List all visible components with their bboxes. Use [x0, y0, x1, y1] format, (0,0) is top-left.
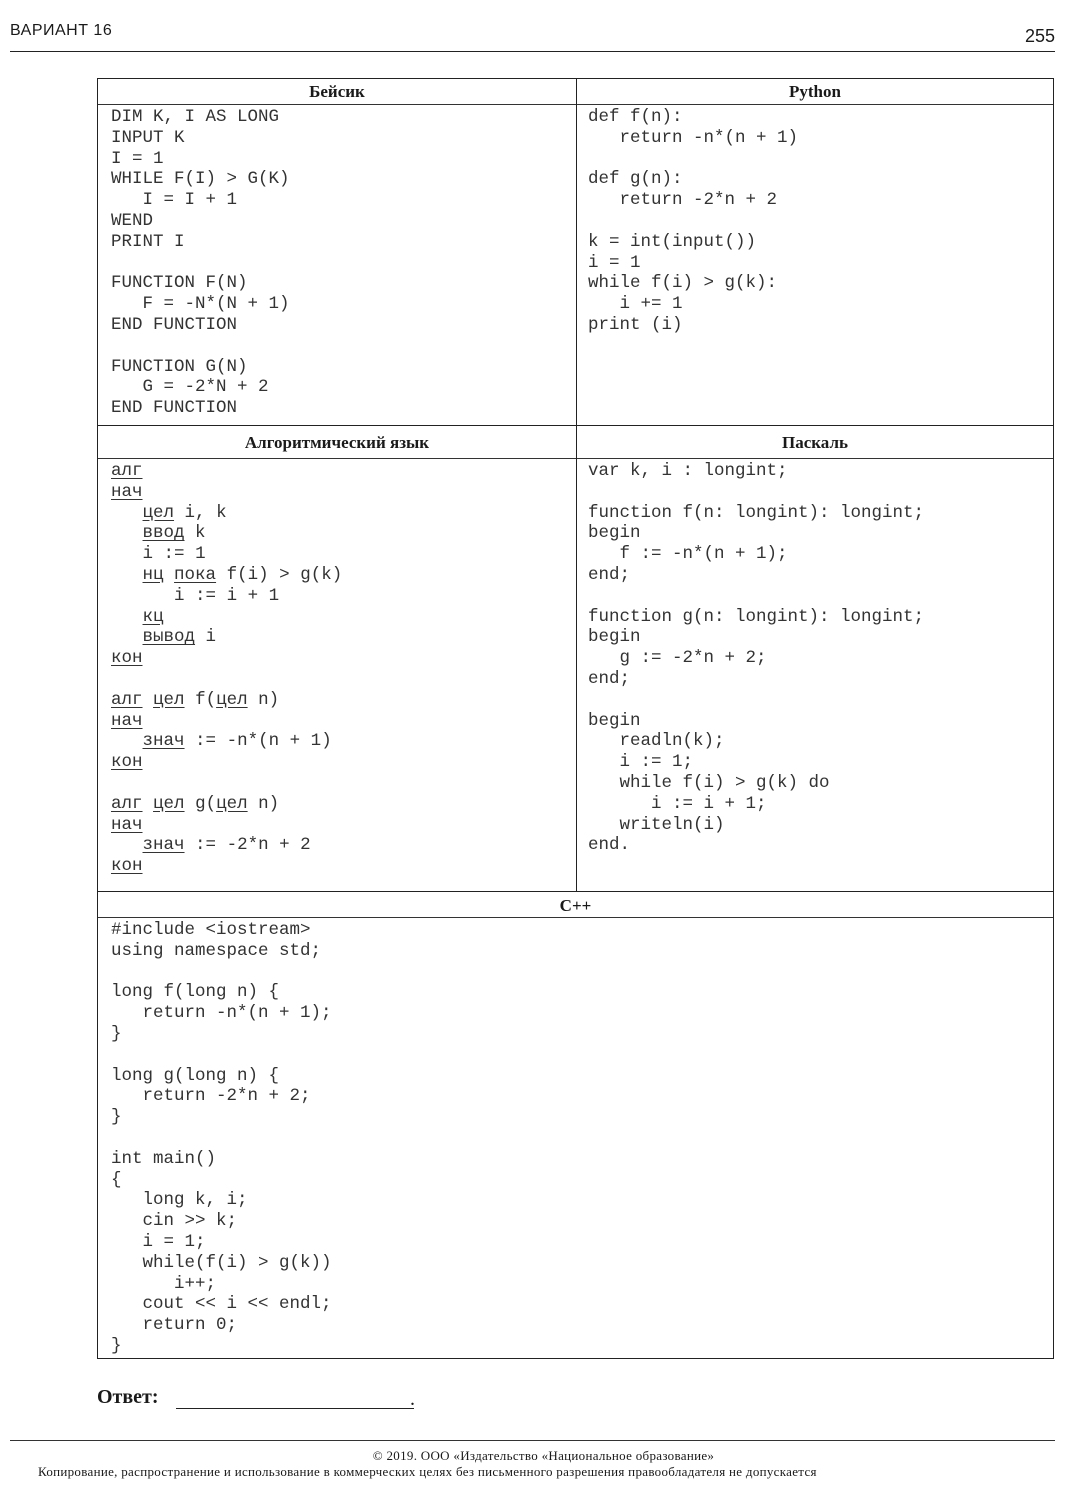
code-line — [588, 149, 798, 170]
code-line: readln(k); — [588, 731, 725, 752]
column-divider-top — [576, 79, 577, 892]
code-line: cin >> k; — [111, 1211, 238, 1232]
variant-label: ВАРИАНТ 16 — [10, 22, 113, 39]
code-line — [111, 1045, 332, 1066]
code-line: нач — [111, 481, 143, 502]
code-line: while f(i) > g(k): — [588, 273, 778, 294]
code-line: i := i + 1; — [588, 793, 767, 814]
code-line: f := -n*(n + 1); — [588, 544, 788, 565]
code-line: цел i, k — [142, 502, 227, 523]
code-line: } — [111, 1107, 122, 1128]
code-line: } — [111, 1335, 122, 1356]
code-line: кон — [111, 648, 143, 669]
cpp-header: C++ — [98, 893, 1053, 918]
algo-header: Алгоритмический язык — [98, 427, 576, 459]
code-line: алг — [111, 461, 143, 481]
code-line: return -2*n + 2 — [588, 190, 778, 211]
code-line: #include <iostream> — [111, 920, 311, 940]
code-line: END FUNCTION — [111, 314, 238, 335]
code-line — [111, 773, 342, 794]
code-line — [111, 962, 332, 983]
code-line: int main() — [111, 1148, 217, 1169]
row-divider-2 — [98, 891, 1053, 892]
code-line: I = 1 — [111, 148, 164, 169]
code-line: i := 1 — [142, 544, 206, 565]
code-line: i++; — [111, 1273, 217, 1294]
code-line: def g(n): — [588, 169, 683, 190]
code-line: нач — [111, 814, 143, 835]
code-line — [111, 253, 290, 274]
code-line: алг цел g(цел n) — [111, 793, 280, 814]
code-line: i = 1; — [111, 1231, 206, 1252]
code-line: function g(n: longint): longint; — [588, 606, 925, 627]
code-line: end; — [588, 564, 631, 585]
code-line: cout << i << endl; — [111, 1294, 332, 1315]
footer-copyright: © 2019. ООО «Издательство «Национальное образование» — [372, 1448, 715, 1463]
python-header: Python — [577, 79, 1053, 105]
code-line: print (i) — [588, 314, 683, 335]
code-line: кон — [111, 856, 143, 877]
code-line: i += 1 — [588, 294, 683, 315]
code-line: return 0; — [111, 1315, 238, 1336]
code-line: ввод k — [142, 523, 206, 544]
page-number: 255 — [1024, 26, 1055, 46]
code-line: кон — [111, 752, 143, 773]
code-line: кц — [142, 606, 164, 627]
code-line: } — [111, 1023, 122, 1044]
code-line: k = int(input()) — [588, 231, 757, 252]
code-line: вывод i — [142, 627, 217, 648]
code-line: return -2*n + 2; — [111, 1086, 311, 1107]
code-line: begin — [588, 627, 641, 648]
code-line: WEND — [111, 210, 154, 231]
answer-label: Ответ: — [97, 1386, 159, 1408]
code-table — [97, 78, 1054, 1359]
code-line: writeln(i) — [588, 814, 725, 835]
code-line: i = 1 — [588, 252, 641, 273]
code-line: var k, i : longint; — [588, 461, 788, 481]
pascal-header: Паскаль — [577, 427, 1053, 459]
code-line: end. — [588, 835, 631, 856]
code-line — [111, 1128, 332, 1149]
code-line: end; — [588, 668, 631, 689]
algo-code — [111, 461, 342, 877]
code-line: знач := -2*n + 2 — [142, 835, 311, 856]
code-line: I = I + 1 — [111, 190, 238, 211]
pascal-code — [588, 461, 924, 856]
cpp-code — [111, 920, 332, 1357]
code-line — [111, 336, 290, 357]
code-line: long k, i; — [111, 1190, 248, 1211]
code-line: long f(long n) { — [111, 982, 280, 1003]
code-line: while(f(i) > g(k)) — [111, 1252, 332, 1273]
code-line: F = -N*(N + 1) — [111, 294, 290, 315]
code-line: return -n*(n + 1); — [111, 1003, 332, 1024]
code-line: DIM K, I AS LONG — [111, 107, 280, 127]
code-line: знач := -n*(n + 1) — [142, 731, 332, 752]
answer-field[interactable] — [176, 1408, 414, 1409]
code-line: WHILE F(I) > G(K) — [111, 169, 290, 190]
answer-end-mark: . — [410, 1388, 415, 1410]
code-line: g := -2*n + 2; — [588, 648, 767, 669]
code-line: FUNCTION F(N) — [111, 273, 248, 294]
code-line: FUNCTION G(N) — [111, 356, 248, 377]
footer-divider — [10, 1440, 1055, 1441]
basic-code — [111, 107, 290, 419]
code-line: нач — [111, 710, 143, 731]
code-line: END FUNCTION — [111, 398, 238, 419]
code-line: using namespace std; — [111, 940, 322, 961]
code-line: begin — [588, 523, 641, 544]
code-line: { — [111, 1169, 122, 1190]
code-line — [111, 669, 342, 690]
python-code — [588, 107, 798, 336]
code-line — [588, 586, 924, 607]
code-line: function f(n: longint): longint; — [588, 502, 925, 523]
code-line: G = -2*N + 2 — [111, 377, 269, 398]
footer-notice: Копирование, распространение и использование в коммерческих целях без письменного разрешения правообладателя не допускается — [38, 1464, 817, 1479]
header-divider — [10, 51, 1055, 52]
code-line: i := 1; — [588, 752, 694, 773]
code-line: def f(n): — [588, 107, 683, 127]
code-line: begin — [588, 710, 641, 731]
code-line: i := i + 1 — [174, 585, 280, 606]
basic-header: Бейсик — [98, 79, 576, 105]
code-line: while f(i) > g(k) do — [588, 772, 830, 793]
code-line: long g(long n) { — [111, 1065, 280, 1086]
code-line — [588, 211, 798, 232]
code-line: INPUT K — [111, 127, 185, 148]
row-divider-1 — [98, 425, 1053, 426]
code-line: алг цел f(цел n) — [111, 689, 280, 710]
code-line — [588, 482, 924, 503]
code-line: return -n*(n + 1) — [588, 127, 799, 148]
code-line: PRINT I — [111, 231, 185, 252]
code-line — [588, 690, 924, 711]
code-line: нц пока f(i) > g(k) — [142, 564, 343, 585]
